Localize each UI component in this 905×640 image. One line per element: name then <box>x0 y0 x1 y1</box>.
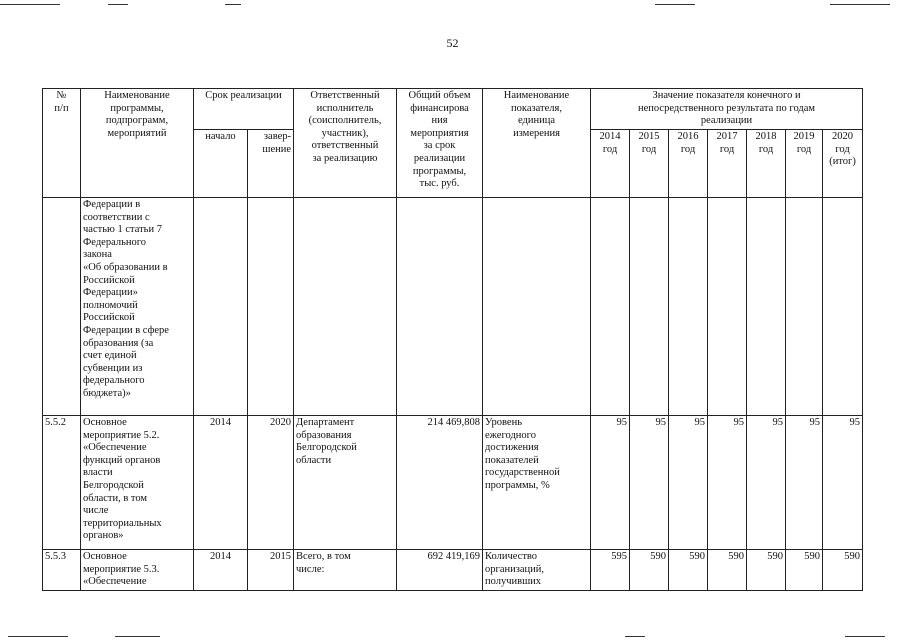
header-year-2016: 2016 год <box>669 130 708 198</box>
scan-artifact-line <box>830 4 890 5</box>
row-value: 590 <box>823 550 863 591</box>
row-value: 95 <box>823 416 863 550</box>
header-indicator: Наименование показателя, единица измерения <box>483 89 591 198</box>
header-year-2020: 2020 год (итог) <box>823 130 863 198</box>
scan-artifact-line <box>625 636 645 637</box>
row-num: 5.5.2 <box>43 416 81 550</box>
row-value <box>591 198 630 416</box>
row-value <box>747 198 786 416</box>
scan-artifact-line <box>8 636 68 637</box>
row-start: 2014 <box>194 550 248 591</box>
header-year-2014: 2014 год <box>591 130 630 198</box>
row-value <box>669 198 708 416</box>
row-end: 2020 <box>248 416 294 550</box>
row-name: Основное мероприятие 5.2. «Обеспечение функций органов власти Белгородской области, в том числе территориальных органов» <box>81 416 194 550</box>
row-value: 590 <box>708 550 747 591</box>
scan-artifact-line <box>115 636 160 637</box>
row-value: 590 <box>669 550 708 591</box>
row-value: 595 <box>591 550 630 591</box>
row-indicator: Уровень ежегодного достижения показателей государственной программы, % <box>483 416 591 550</box>
header-year-2017: 2017 год <box>708 130 747 198</box>
header-year-2018: 2018 год <box>747 130 786 198</box>
row-value: 95 <box>708 416 747 550</box>
program-table <box>42 88 863 591</box>
row-funding <box>397 198 483 416</box>
header-year-2019: 2019 год <box>786 130 823 198</box>
table-row <box>43 198 863 416</box>
row-num: 5.5.3 <box>43 550 81 591</box>
row-value: 95 <box>747 416 786 550</box>
row-name: Федерации в соответствии с частью 1 статьи 7 Федерального закона «Об образовании в Российской Федерации» полномочий Российской Федерации в сфере образования (за счет единой субвенции из федерального бюджета)» <box>81 198 194 416</box>
row-value: 590 <box>747 550 786 591</box>
row-value: 95 <box>786 416 823 550</box>
scan-artifact-line <box>225 4 241 5</box>
row-indicator: Количество организаций, получивших <box>483 550 591 591</box>
row-responsible: Департамент образования Белгородской области <box>294 416 397 550</box>
header-funding: Общий объем финансирова ния мероприятия за срок реализации программы, тыс. руб. <box>397 89 483 198</box>
row-value <box>823 198 863 416</box>
scan-artifact-line <box>108 4 128 5</box>
row-value: 590 <box>786 550 823 591</box>
row-start <box>194 198 248 416</box>
scan-artifact-line <box>655 4 695 5</box>
table-row <box>43 416 863 550</box>
row-value: 95 <box>591 416 630 550</box>
row-value <box>786 198 823 416</box>
header-period: Срок реализации <box>194 89 294 130</box>
row-value: 95 <box>630 416 669 550</box>
header-num: № п/п <box>43 89 81 198</box>
row-value <box>630 198 669 416</box>
header-values-title: Значение показателя конечного и непосредственного результата по годам реализации <box>591 89 863 130</box>
scan-artifact-line <box>845 636 885 637</box>
row-funding: 692 419,169 <box>397 550 483 591</box>
header-name: Наименование программы, подпрограмм, мероприятий <box>81 89 194 198</box>
row-value: 590 <box>630 550 669 591</box>
row-name: Основное мероприятие 5.3. «Обеспечение <box>81 550 194 591</box>
row-value <box>708 198 747 416</box>
row-value: 95 <box>669 416 708 550</box>
header-start: начало <box>194 130 248 198</box>
header-responsible: Ответственный исполнитель (соисполнитель, участник), ответственный за реализацию <box>294 89 397 198</box>
row-num <box>43 198 81 416</box>
table-row <box>43 550 863 591</box>
header-year-2015: 2015 год <box>630 130 669 198</box>
row-start: 2014 <box>194 416 248 550</box>
page-number: 52 <box>446 36 459 50</box>
header-row <box>43 89 863 130</box>
row-end: 2015 <box>248 550 294 591</box>
row-funding: 214 469,808 <box>397 416 483 550</box>
row-end <box>248 198 294 416</box>
row-responsible: Всего, в том числе: <box>294 550 397 591</box>
row-indicator <box>483 198 591 416</box>
header-end: завер- шение <box>248 130 294 198</box>
scan-artifact-line <box>0 4 60 5</box>
row-responsible <box>294 198 397 416</box>
